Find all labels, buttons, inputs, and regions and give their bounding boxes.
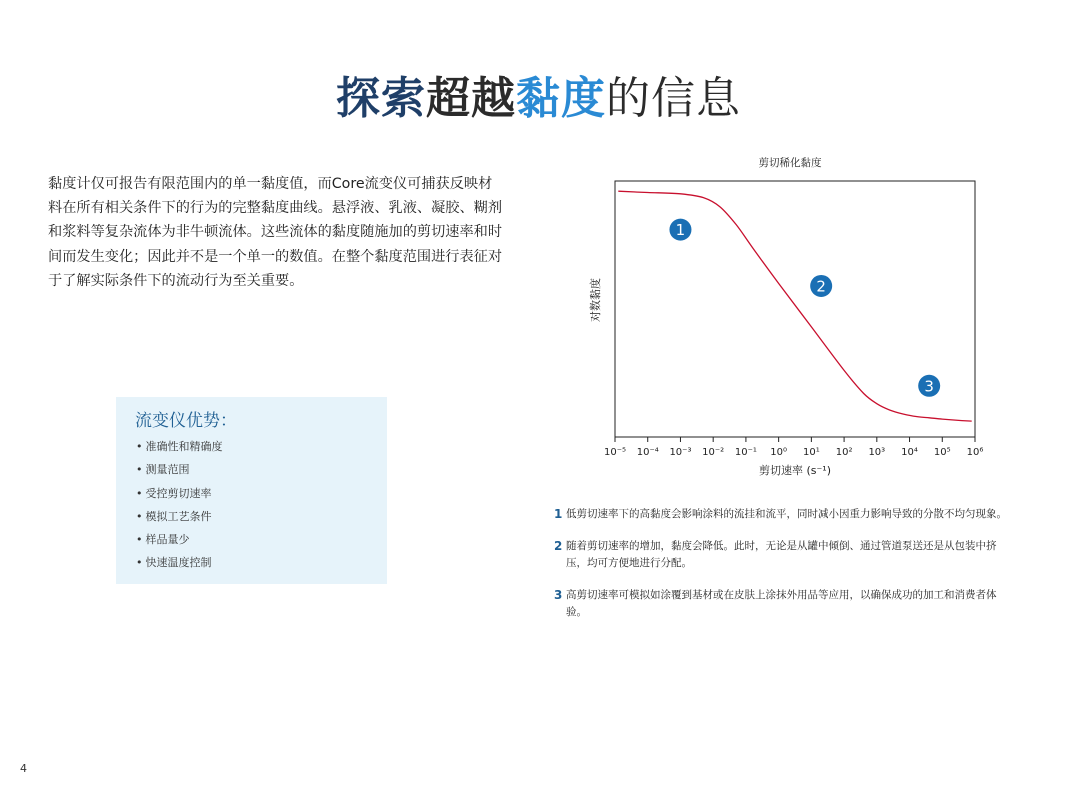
x-tick-label: 10⁻³ <box>669 447 692 458</box>
note-text: 随着剪切速率的增加，黏度会降低。此时，无论是从罐中倾倒、通过管道泵送还是从包装中挤压，均可方便地进行分配。 <box>566 540 997 569</box>
note-item <box>554 587 1014 621</box>
x-axis-tick-labels <box>604 447 983 458</box>
x-axis-label: 剪切速率 (s⁻¹) <box>758 464 832 477</box>
note-item <box>554 506 1014 523</box>
viscosity-chart <box>580 150 1010 490</box>
curve-marker-1 <box>669 219 691 241</box>
curve-markers <box>669 219 940 397</box>
advantage-item: • 准确性和精确度 <box>136 435 223 458</box>
marker-label: 3 <box>924 377 934 396</box>
x-tick-label: 10¹ <box>802 447 820 458</box>
x-tick-label: 10⁻² <box>702 447 725 458</box>
advantages-title: 流变仪优势： <box>135 411 237 431</box>
marker-label: 1 <box>675 221 686 240</box>
note-item <box>554 538 1014 572</box>
advantage-item: • 测量范围 <box>136 458 223 481</box>
advantage-item: • 模拟工艺条件 <box>136 505 223 528</box>
marker-label: 2 <box>816 277 826 296</box>
title-part-3: 黏度 <box>516 73 606 124</box>
x-tick-label: 10⁻⁵ <box>603 447 627 458</box>
title-part-1: 探索 <box>336 73 426 124</box>
curve-marker-2 <box>810 275 832 297</box>
y-axis-label: 对数黏度 <box>589 278 602 322</box>
advantages-list <box>136 435 223 575</box>
advantage-item: • 受控剪切速率 <box>136 482 223 505</box>
advantage-item: • 样品量少 <box>136 528 223 551</box>
notes-list <box>554 506 1014 636</box>
x-tick-label: 10³ <box>868 447 886 458</box>
note-text: 低剪切速率下的高黏度会影响涂料的流挂和流平，同时减小因重力影响导致的分散不均匀现象。 <box>566 508 1007 520</box>
intro-paragraph: 黏度计仅可报告有限范围内的单一黏度值，而Core流变仪可捕获反映材料在所有相关条件下的行为的完整黏度曲线。悬浮液、乳液、凝胶、糊剂和浆料等复杂流体为非牛顿流体。这些流体的黏度随施加的剪切速率和时间而发生变化；因此并不是一个单一的数值。在整个黏度范围进行表征对于了解实际条件下的流动行为至关重要。 <box>48 176 503 289</box>
x-tick-label: 10⁰ <box>770 447 788 458</box>
plot-frame <box>615 181 975 437</box>
x-tick-label: 10⁶ <box>966 447 984 458</box>
x-tick-label: 10⁴ <box>901 447 918 458</box>
title-part-2: 超越 <box>426 73 516 124</box>
x-tick-label: 10⁻¹ <box>734 447 757 458</box>
page-number: 4 <box>20 762 27 775</box>
chart-title: 剪切稀化黏度 <box>758 157 822 169</box>
advantage-item: • 快速温度控制 <box>136 551 223 574</box>
curve-marker-3 <box>918 375 940 397</box>
x-tick-label: 10⁵ <box>933 447 951 458</box>
x-tick-label: 10² <box>835 447 853 458</box>
note-number: 3 <box>554 588 563 602</box>
x-axis-ticks <box>615 437 975 442</box>
page-title <box>0 72 1077 126</box>
note-text: 高剪切速率可模拟如涂覆到基材或在皮肤上涂抹外用品等应用，以确保成功的加工和消费者体验。 <box>566 589 997 618</box>
note-number: 2 <box>554 539 563 553</box>
title-part-4: 的信息 <box>606 73 741 124</box>
x-tick-label: 10⁻⁴ <box>636 447 659 458</box>
advantages-panel <box>116 397 387 584</box>
note-number: 1 <box>554 507 563 521</box>
